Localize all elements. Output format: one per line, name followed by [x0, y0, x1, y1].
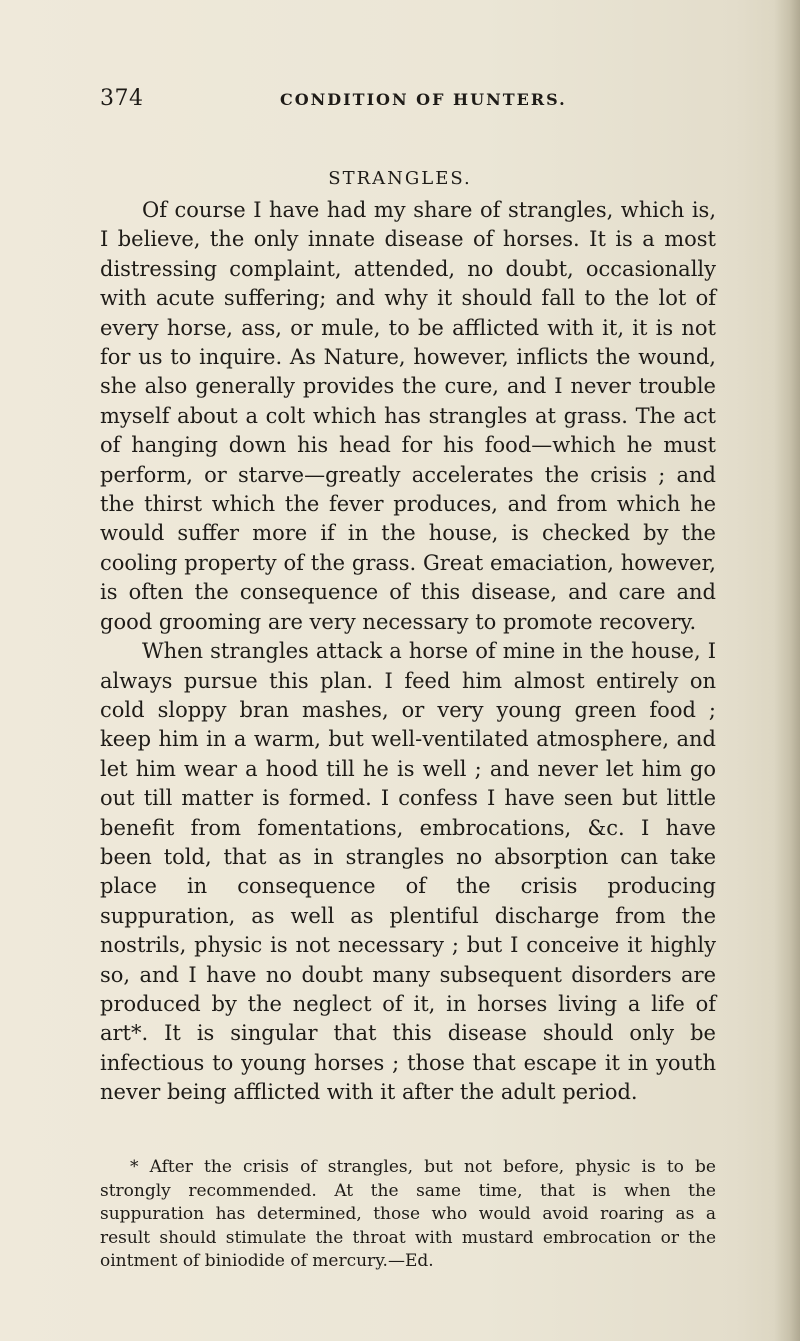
- page-number: 374: [100, 86, 144, 111]
- paragraph: Of course I have had my share of strangles, which is, I believe, the only innate disease of horses. It is a most distressing complaint, attended, no doubt, occasionally with acute suffering; and why it should fall to the lot of every horse, ass, or mule, to be afflicted with it, it is not for us to inquire. As Nature, however, inflicts the wound, she also generally provides the cure, and I never trouble myself about a colt which has strangles at grass. The act of hanging down his head for his food—which he must perform, or starve—greatly accelerates the crisis ; and the thirst which the fever produces, and from which he would suffer more if in the house, is checked by the cooling property of the grass. Great emaciation, however, is often the consequence of this disease, and care and good grooming are very necessary to promote recovery.: [100, 198, 716, 634]
- body-text: [100, 196, 716, 1108]
- paragraph: When strangles attack a horse of mine in the house, I always pursue this plan. I feed him almost entirely on cold sloppy bran mashes, or very young green food ; keep him in a warm, but well-ventilated atmosphere, and let him wear a hood till he is well ; and never let him go out till matter is formed. I confess I have seen but little benefit from fomentations, embrocations, &c. I have been told, that as in strangles no absorption can take place in consequence of the crisis producing suppuration, as well as plentiful discharge from the nostrils, physic is not necessary ; but I conceive it highly so, and I have no doubt many subsequent disorders are produced by the neglect of it, in horses living a life of art*. It is singular that this disease should only be infectious to young horses ; those that escape it in youth never being afflicted with it after the adult period.: [100, 639, 716, 1105]
- running-head: [100, 86, 700, 114]
- section-heading: STRANGLES.: [328, 168, 472, 189]
- page-edge-shadow: [774, 0, 800, 1341]
- running-title: CONDITION OF HUNTERS.: [280, 90, 567, 109]
- footnote: * After the crisis of strangles, but not before, physic is to be strongly recommended. At the same time, that is when the suppuration has determined, those who would avoid roaring as a result should stimulate the throat with mustard embrocation or the ointment of biniodide of mercury.—Ed.: [100, 1157, 716, 1271]
